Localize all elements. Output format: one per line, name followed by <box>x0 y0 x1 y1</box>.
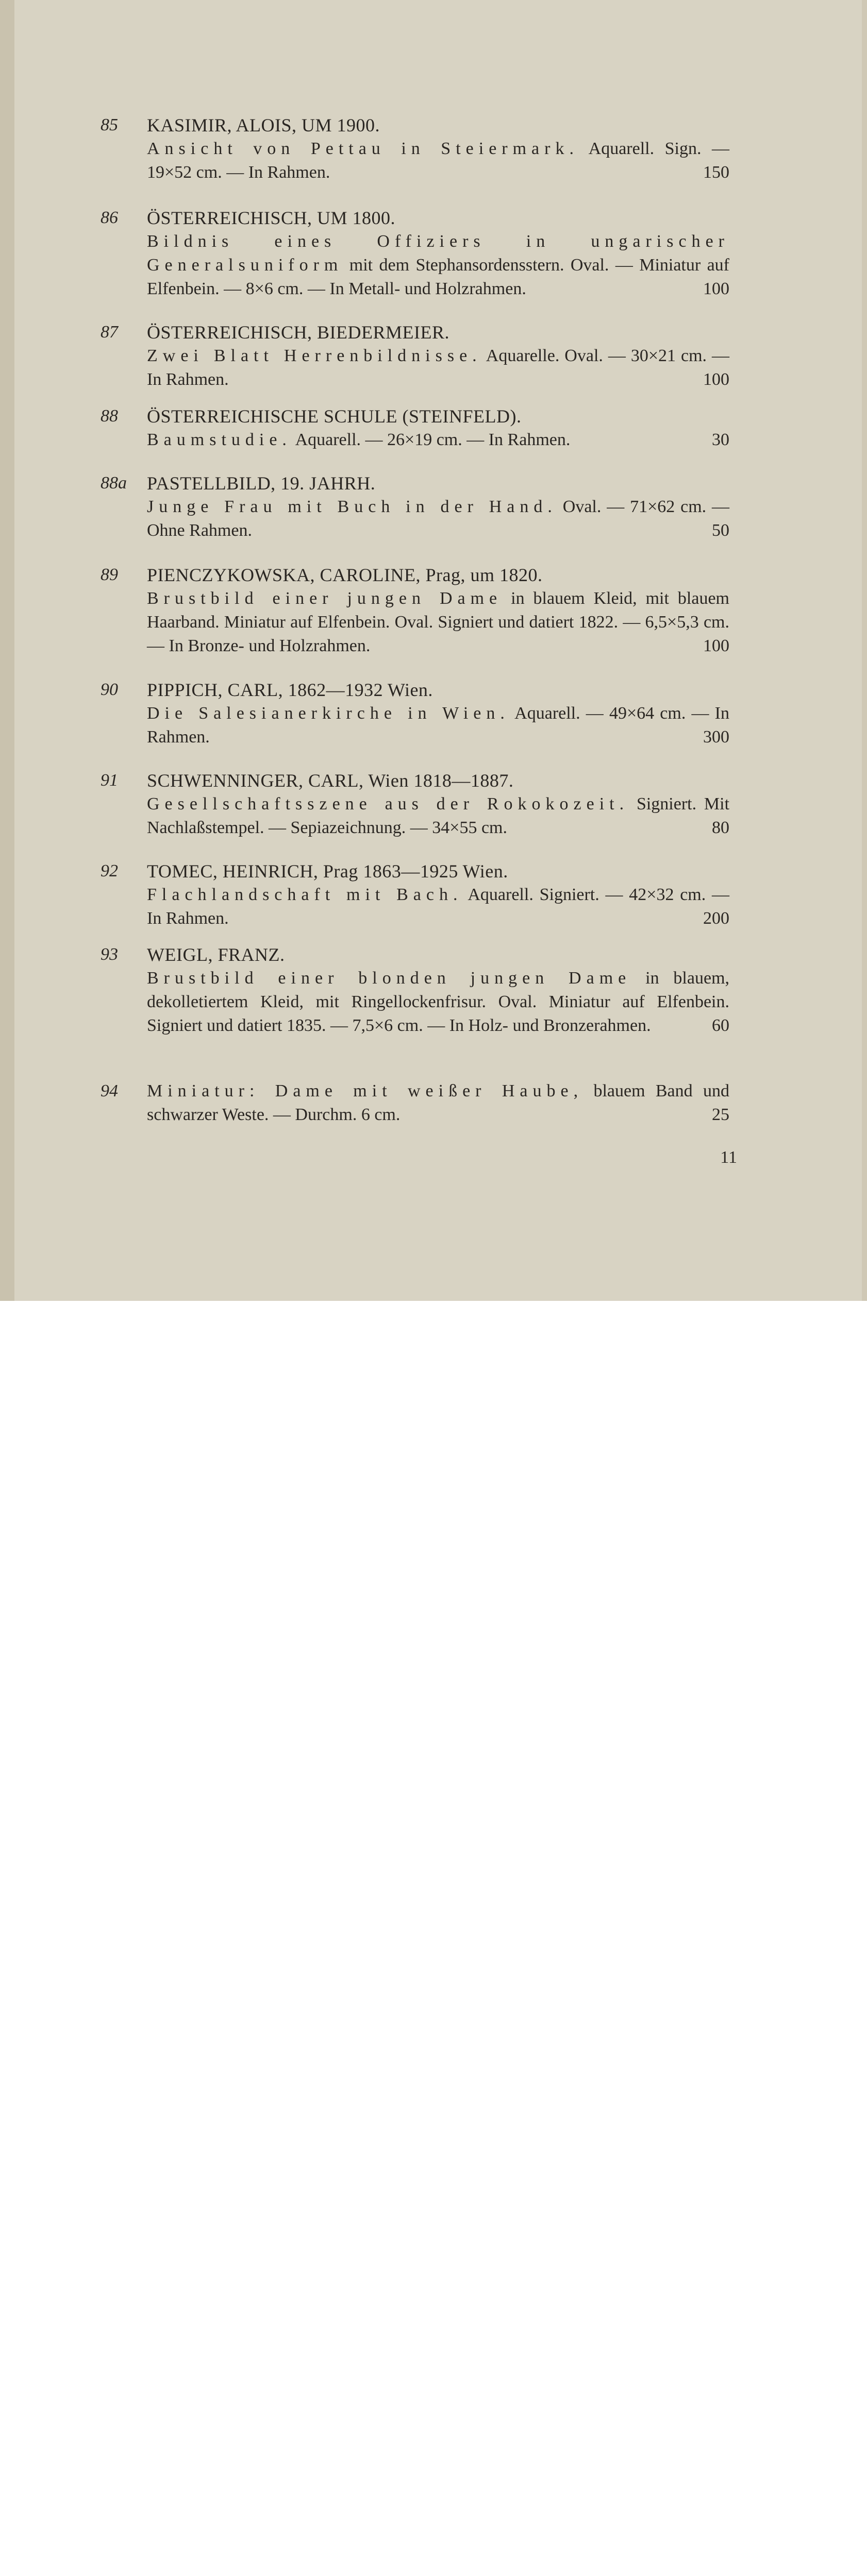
entry-price: 100 <box>703 636 729 655</box>
entry-title: Baumstudie. <box>147 430 292 449</box>
entry-details: Aquarell. — 26×19 cm. — In Rahmen. <box>295 430 571 449</box>
entry-artist: ÖSTERREICHISCH, BIEDERMEIER. <box>147 322 450 343</box>
catalog-entry <box>101 943 729 1038</box>
entry-title: Gesellschaftsszene aus der Rokokozeit. <box>147 794 629 814</box>
scan-right-edge <box>862 0 867 1301</box>
entry-price: 150 <box>703 163 729 182</box>
entry-artist: PIENCZYKOWSKA, CAROLINE, Prag, um 1820. <box>147 565 543 585</box>
entry-description <box>147 883 729 930</box>
entry-number: 88 <box>101 406 118 426</box>
entry-artist: SCHWENNINGER, CARL, Wien 1818—1887. <box>147 770 514 791</box>
entry-artist: ÖSTERREICHISCHE SCHULE (STEINFELD). <box>147 406 522 427</box>
catalog-entry <box>101 859 729 930</box>
entry-details: in blauem, dekolletiertem Kleid, mit Ringellockenfrisur. Oval. Miniatur auf Elfenbein. Signiert und datiert 1835. — 7,5×6 cm. — In Holz- und Bronzerahmen. <box>147 969 730 1035</box>
entry-title: Junge Frau mit Buch in der Hand. <box>147 497 557 516</box>
catalog-entry <box>101 563 729 658</box>
catalog-entry <box>101 113 729 184</box>
entry-title: Bildnis eines Offiziers in ungarischer Generalsuniform <box>147 232 729 275</box>
entry-details: blauem Band und schwarzer Weste. — Durchm. 6 cm. <box>147 1081 729 1124</box>
page-number: 11 <box>720 1148 737 1167</box>
entry-description <box>147 1079 729 1127</box>
catalog-entry <box>101 206 729 301</box>
catalog-entry <box>101 1079 729 1127</box>
entry-details: in blauem Kleid, mit blauem Haarband. Miniatur auf Elfenbein. Oval. Signiert und datiert 1822. — 6,5×5,3 cm. — In Bronze- und Holzrahmen. <box>147 589 729 655</box>
catalog-entry <box>101 471 729 543</box>
entry-description <box>147 344 729 392</box>
entry-title: Brustbild einer blonden jungen Dame <box>147 969 631 988</box>
entry-number: 90 <box>101 680 118 699</box>
entry-price: 60 <box>712 1016 729 1035</box>
entry-price: 30 <box>712 430 729 449</box>
entry-description <box>147 967 729 1038</box>
entry-details: Aquarell. — 49×64 cm. — In Rahmen. <box>147 704 730 747</box>
entry-description <box>147 495 729 543</box>
catalog-entry <box>101 404 729 452</box>
entry-price: 100 <box>703 370 729 389</box>
entry-artist: PIPPICH, CARL, 1862—1932 Wien. <box>147 680 433 700</box>
entry-price: 300 <box>703 727 729 747</box>
entry-description <box>147 587 729 658</box>
entry-number: 85 <box>101 115 118 134</box>
scan-left-edge <box>0 0 14 1301</box>
entry-price: 25 <box>712 1105 729 1124</box>
entry-description <box>147 702 729 749</box>
entry-description <box>147 428 729 452</box>
entry-title: Ansicht von Pettau in Steiermark. <box>147 139 579 158</box>
entry-title: Brustbild einer jungen Dame <box>147 589 503 608</box>
entry-artist: KASIMIR, ALOIS, UM 1900. <box>147 115 380 135</box>
entry-number: 93 <box>101 945 118 964</box>
entry-number: 92 <box>101 861 118 880</box>
entry-details: Oval. — 71×62 cm. — Ohne Rahmen. <box>147 497 729 540</box>
entry-title: Zwei Blatt Herrenbildnisse. <box>147 346 482 365</box>
catalog-entry <box>101 320 729 392</box>
entry-details: Signiert. Mit Nachlaßstempel. — Sepiazeichnung. — 34×55 cm. <box>147 794 730 837</box>
entry-title: Flachlandschaft mit Bach. <box>147 885 463 904</box>
entry-artist: PASTELLBILD, 19. JAHRH. <box>147 473 376 494</box>
entry-artist: TOMEC, HEINRICH, Prag 1863—1925 Wien. <box>147 861 508 882</box>
catalog-entry <box>101 678 729 749</box>
entry-details: Aquarell. Sign. — 19×52 cm. — In Rahmen. <box>147 139 729 182</box>
entry-artist: ÖSTERREICHISCH, UM 1800. <box>147 208 396 228</box>
entry-price: 80 <box>712 818 729 837</box>
entry-description <box>147 137 729 184</box>
entry-price: 50 <box>712 521 729 540</box>
entry-details: Aquarell. Signiert. — 42×32 cm. — In Rahmen. <box>147 885 729 928</box>
entry-number: 87 <box>101 323 118 342</box>
entry-details: Aquarelle. Oval. — 30×21 cm. — In Rahmen. <box>147 346 730 389</box>
entry-number: 94 <box>101 1081 118 1100</box>
entry-number: 86 <box>101 208 118 227</box>
entry-description <box>147 792 729 840</box>
entry-price: 100 <box>703 279 729 298</box>
catalog-entry <box>101 769 729 840</box>
entry-details: mit dem Stephansordensstern. Oval. — Miniatur auf Elfenbein. — 8×6 cm. — In Metall- und Holzrahmen. <box>147 256 730 298</box>
entry-number: 91 <box>101 771 118 790</box>
entry-title: Die Salesianerkirche in Wien. <box>147 704 510 723</box>
digitization-footer <box>0 1301 867 1367</box>
entry-price: 200 <box>703 909 729 928</box>
entry-title: Miniatur: Dame mit weißer Haube, <box>147 1081 583 1100</box>
entry-artist: WEIGL, FRANZ. <box>147 944 285 965</box>
entry-description <box>147 230 729 301</box>
entry-number: 88a <box>101 473 127 493</box>
entry-number: 89 <box>101 565 118 584</box>
